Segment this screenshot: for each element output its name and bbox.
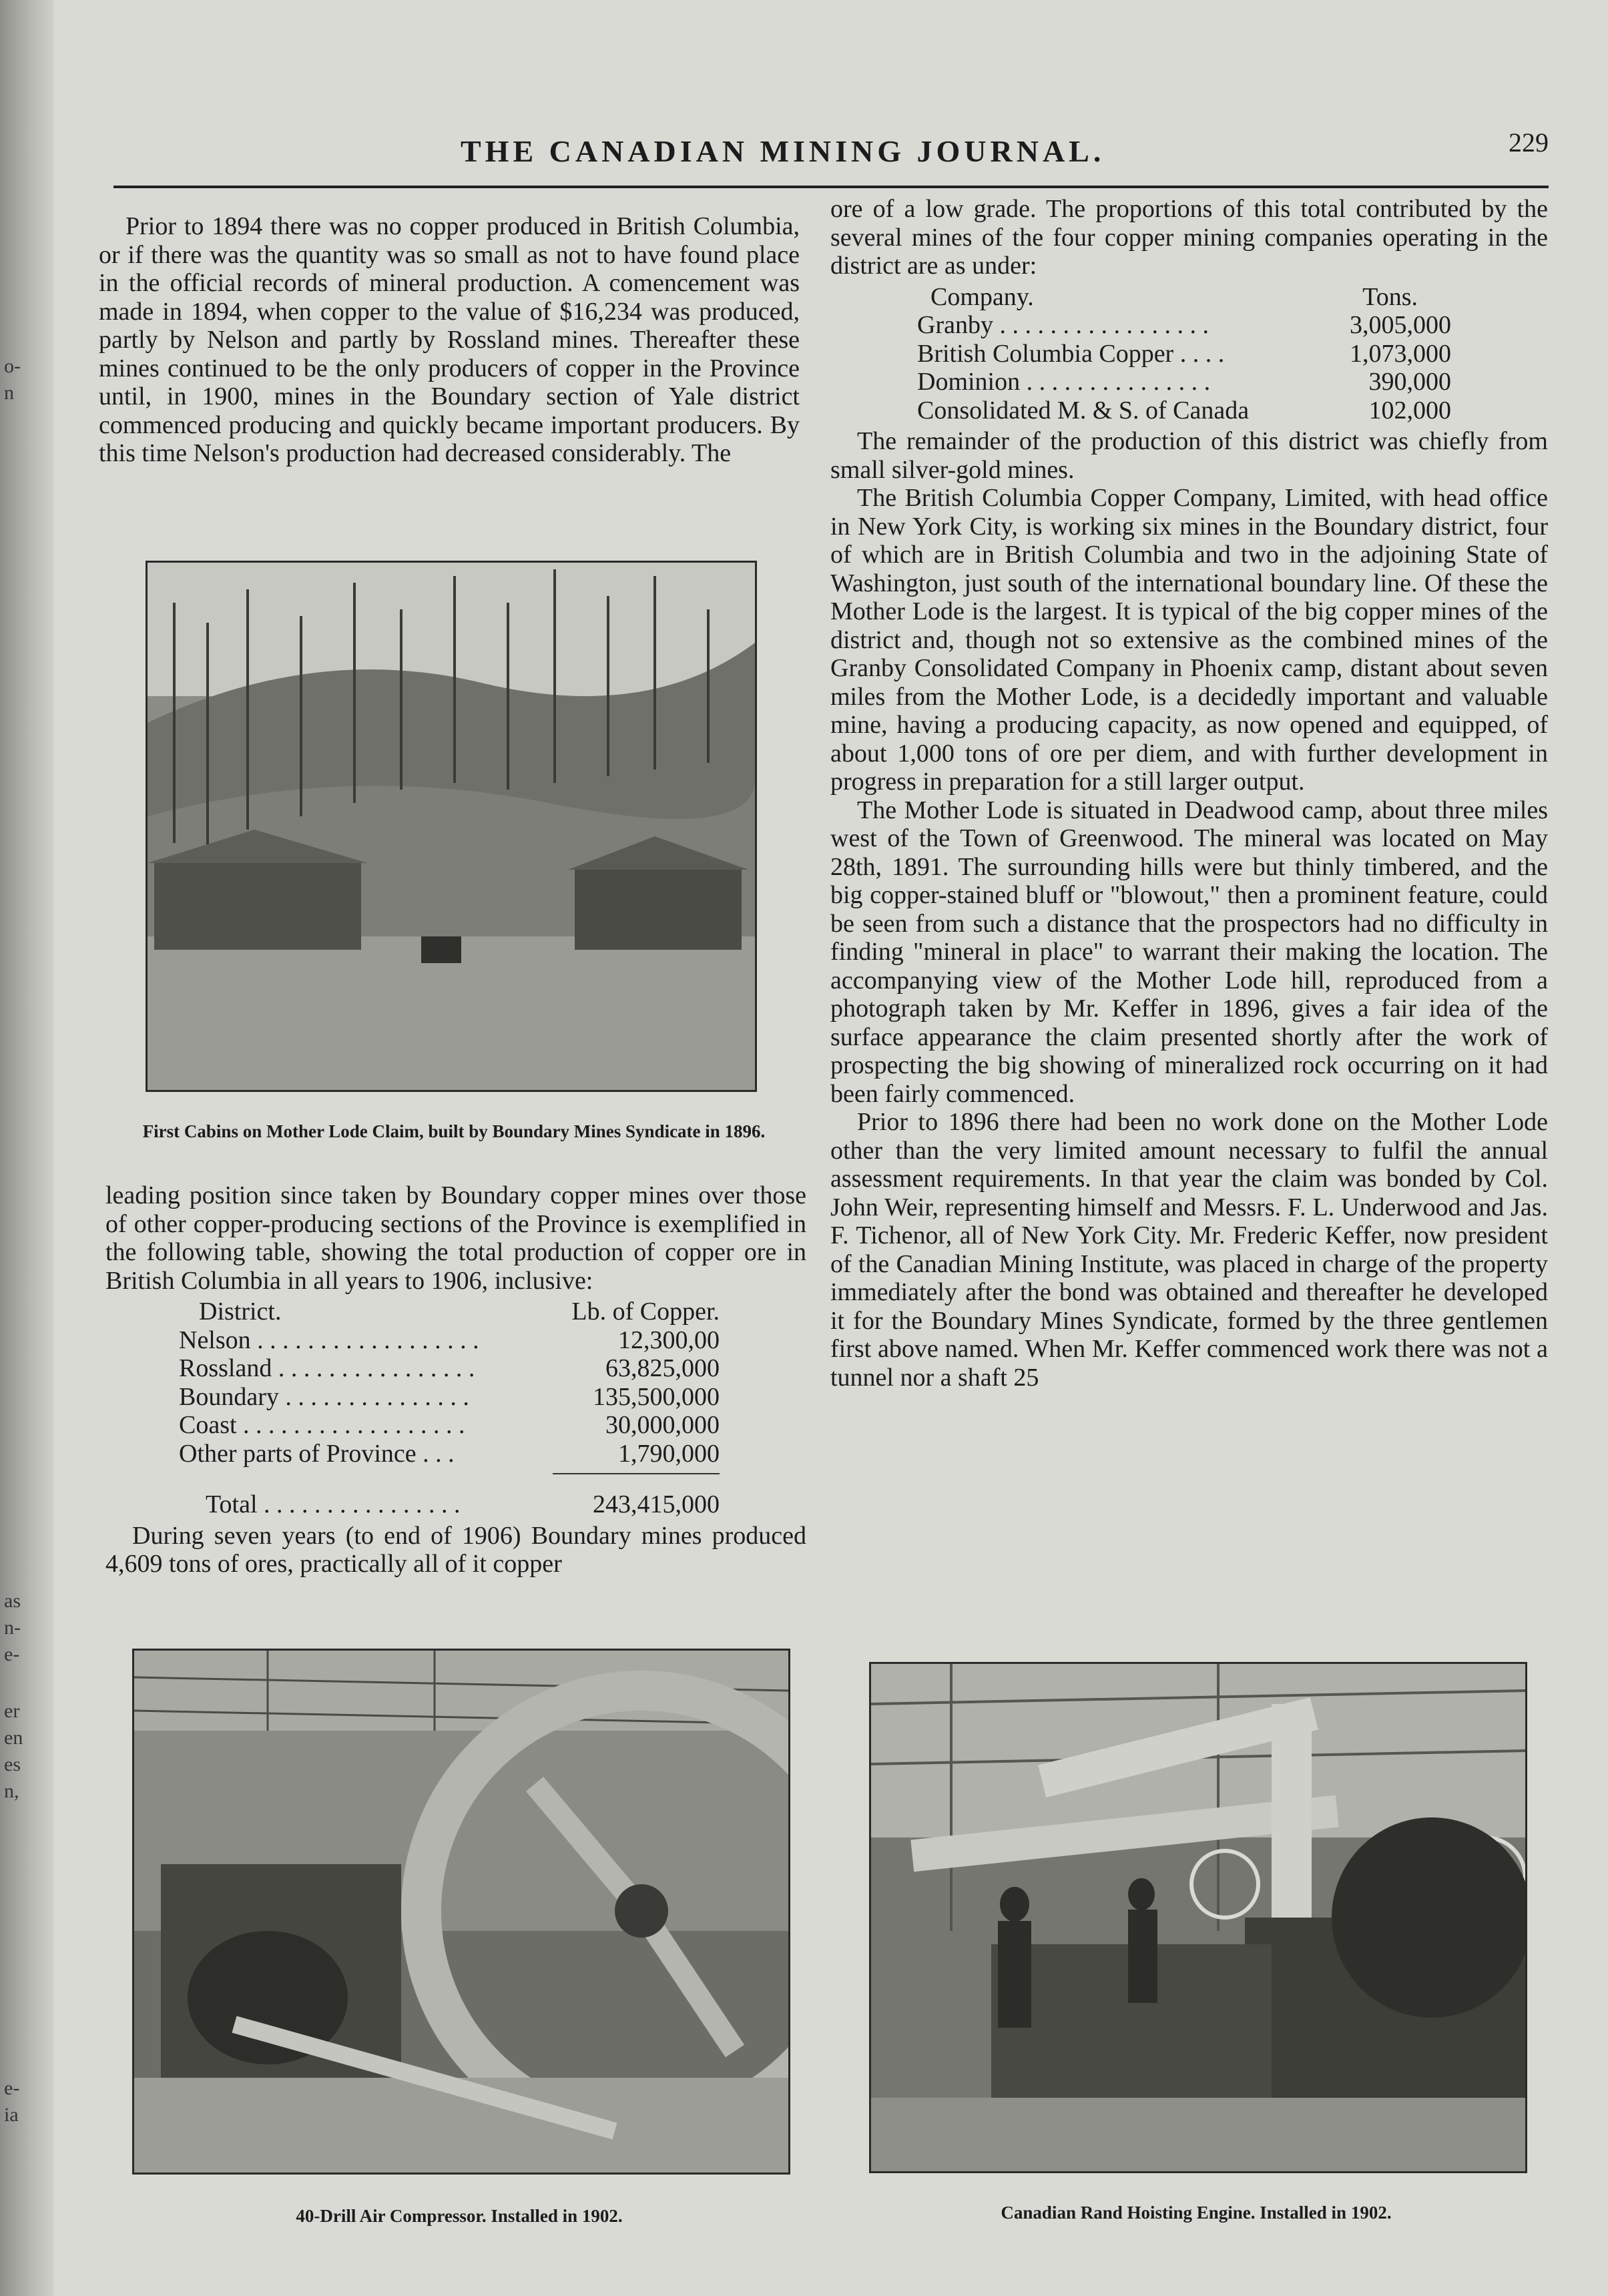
compressor-photo-illustration (134, 1651, 788, 2173)
table-header (179, 1298, 720, 1326)
column-header-tons: Tons. (1362, 282, 1418, 311)
gutter-fragment: n, (4, 1780, 19, 1802)
column-header-district: District. (199, 1298, 282, 1326)
figure-caption: Canadian Rand Hoisting Engine. Installed in 1902. (1001, 2203, 1392, 2223)
table-row: Dominion . . . . . . . . . . . . . . . 390,000 (917, 368, 1451, 396)
gutter-fragment: en (4, 1727, 23, 1749)
right-column (830, 195, 1548, 1392)
hoist-photo-illustration (871, 1664, 1525, 2171)
paragraph: Prior to 1894 there was no copper produced in British Columbia, or if there was the quantity was so small as not to have found place in the official records of mineral production. A comencement was made in 1894, when copper to the value of $16,234 was produced, partly by Nelson and partly by Rossland mines. Thereafter these mines continued to be the only producers of copper in the Province until, in 1900, mines in the Boundary section of Yale district commenced producing and quickly became important producers. By this time Nelson's production had decreased considerably. The (99, 212, 800, 467)
cabins-photo-illustration (148, 563, 755, 1090)
figure-caption: 40-Drill Air Compressor. Installed in 1902. (296, 2206, 623, 2226)
table-total-row: Total . . . . . . . . . . . . . . . . 243,415,000 (206, 1490, 720, 1518)
gutter-fragment: e- (4, 2077, 20, 2099)
table-header (917, 283, 1451, 312)
paragraph: During seven years (to end of 1906) Boundary mines produced 4,609 tons of ores, practically all of it copper (105, 1521, 806, 1578)
table-row: Boundary . . . . . . . . . . . . . . . 135,500,000 (179, 1382, 720, 1411)
table-row: Consolidated M. & S. of Canada 102,000 (917, 396, 1451, 424)
photo-air-compressor (132, 1649, 790, 2175)
paragraph: The British Columbia Copper Company, Limited, with head office in New York City, is working six mines in the Boundary district, four of which are in British Columbia and two in the adjoining State of Washington, just south of the international boundary line. Of these the Mother Lode is the largest. It is typical of the big copper mines of the district and, though not so extensive as the combined mines of the Granby Consolidated Company in Phoenix camp, distant about seven miles from the Mother Lode, is a decidedly important and valuable mine, having a producing capacity, as now opened and equipped, of about 1,000 tons of ore per diem, and with further development in progress in preparation for a still larger output. (830, 484, 1548, 796)
running-header (113, 127, 1549, 188)
table-row: Rossland . . . . . . . . . . . . . . . . 63,825,000 (179, 1354, 720, 1382)
left-column-bottom (105, 1181, 806, 1579)
paragraph: leading position since taken by Boundary copper mines over those of other copper-producing sections of the Province is exemplified in the following table, showing the total production of copper ore in British Columbia in all years to 1906, inclusive: (105, 1181, 806, 1295)
gutter-fragment: es (4, 1753, 21, 1775)
copper-production-table (179, 1298, 720, 1519)
table-row: British Columbia Copper . . . . 1,073,000 (917, 339, 1451, 368)
figure-caption: First Cabins on Mother Lode Claim, built by Boundary Mines Syndicate in 1896. (142, 1121, 766, 1141)
gutter-fragment: n- (4, 1617, 21, 1639)
photo-cabins (146, 561, 757, 1092)
gutter-fragment: er (4, 1700, 20, 1722)
gutter-fragment: o- (4, 355, 21, 377)
column-header-company: Company. (930, 282, 1034, 311)
binding-gutter (0, 0, 53, 2296)
table-rule (553, 1473, 720, 1474)
table-row: Nelson . . . . . . . . . . . . . . . . . . 12,300,00 (179, 1326, 720, 1354)
table-row: Coast . . . . . . . . . . . . . . . . . . 30,000,000 (179, 1411, 720, 1439)
gutter-fragment: n (4, 382, 14, 404)
photo-hoisting-engine (869, 1662, 1527, 2173)
company-tonnage-table (917, 283, 1451, 425)
paragraph: The remainder of the production of this district was chiefly from small silver-gold mines. (830, 427, 1548, 484)
journal-title: THE CANADIAN MINING JOURNAL. (461, 134, 1105, 168)
gutter-fragment: e- (4, 1643, 20, 1665)
page-number: 229 (1509, 127, 1549, 158)
table-row: Granby . . . . . . . . . . . . . . . . . 3,005,000 (917, 311, 1451, 339)
column-header-copper: Lb. of Copper. (571, 1298, 720, 1326)
left-column-top (99, 212, 800, 468)
gutter-fragment: as (4, 1590, 21, 1612)
gutter-fragment: ia (4, 2104, 19, 2126)
table-row: Other parts of Province . . . 1,790,000 (179, 1439, 720, 1468)
paragraph: ore of a low grade. The proportions of this total contributed by the several mines of the four copper mining companies operating in the district are as under: (830, 195, 1548, 280)
paragraph: Prior to 1896 there had been no work done on the Mother Lode other than the very limited amount necessary to fulfil the annual assessment requirements. In that year the claim was bonded by Col. John Weir, representing himself and Messrs. F. L. Underwood and Jas. F. Tichenor, all of New York City. Mr. Frederic Keffer, now president of the Canadian Mining Institute, was placed in charge of the property immediately after the bond was obtained and thereafter he developed it for the Boundary Mines Syndicate, formed by the three gentlemen first above named. When Mr. Keffer commenced work there was not a tunnel nor a shaft 25 (830, 1108, 1548, 1392)
paragraph: The Mother Lode is situated in Deadwood camp, about three miles west of the Town of Greenwood. The mineral was located on May 28th, 1891. The surrounding hills were but thinly timbered, and the big copper-stained bluff or "blowout," then a prominent feature, could be seen from such a distance that the prospectors had no difficulty in finding "mineral in place" to warrant their making the location. The accompanying view of the Mother Lode hill, reproduced from a photograph taken by Mr. Keffer in 1896, gives a fair idea of the surface appearance the claim presented shortly after the work of prospecting the big showing of mineralized rock occurring on it had been fairly commenced. (830, 796, 1548, 1108)
